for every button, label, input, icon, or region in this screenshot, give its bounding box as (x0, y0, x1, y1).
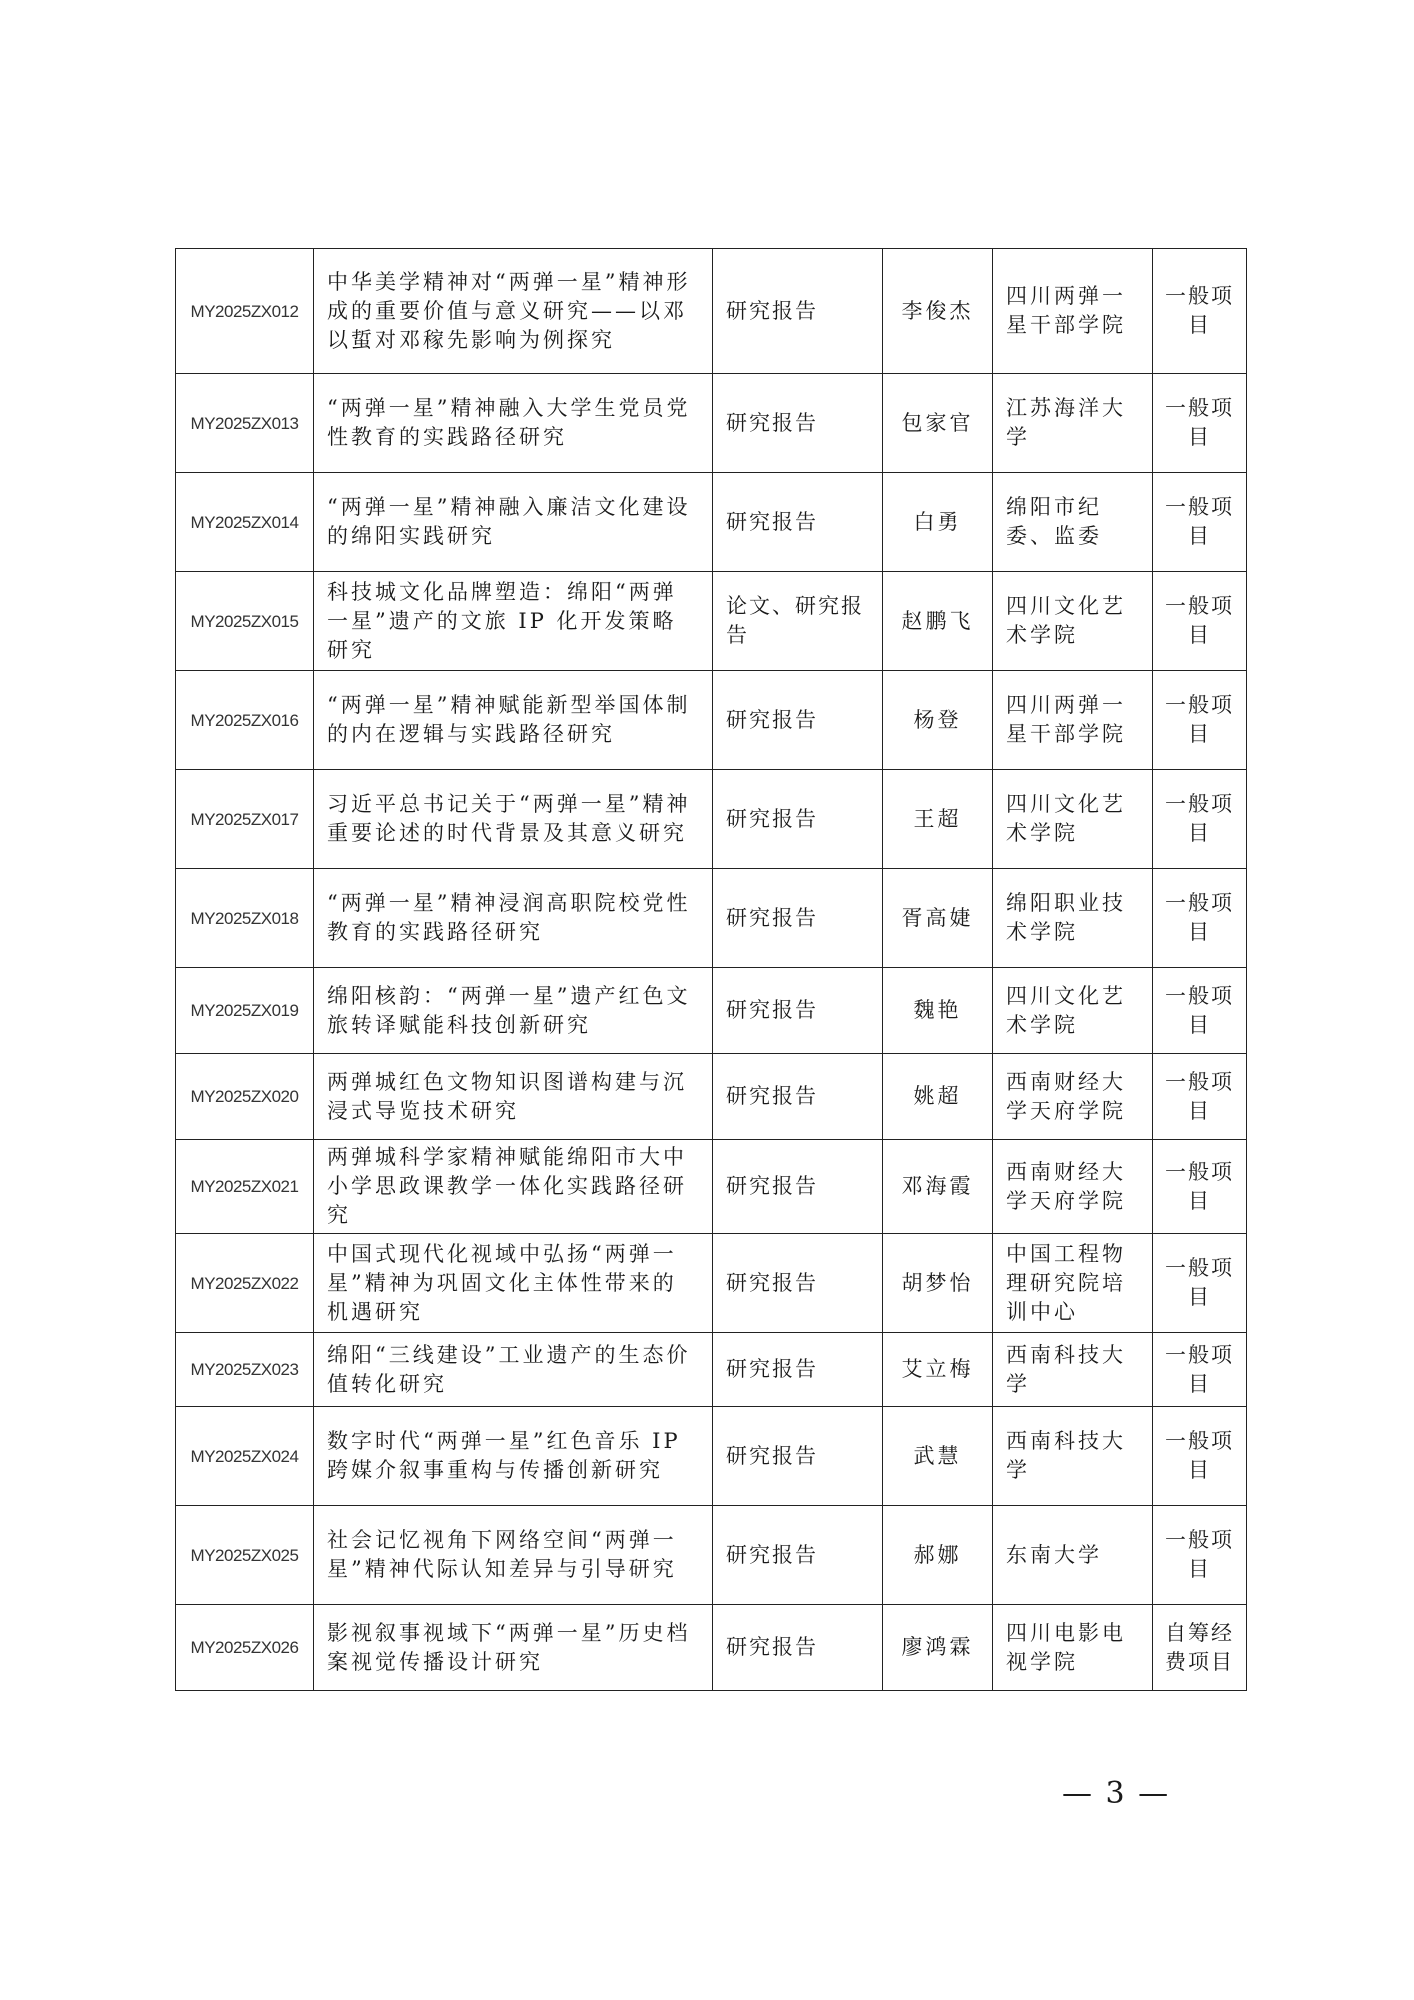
leader-cell: 赵鹏飞 (883, 572, 993, 671)
leader-cell: 杨登 (883, 671, 993, 770)
project-id-cell: MY2025ZX015 (176, 572, 314, 671)
project-title-cell: 绵阳“三线建设”工业遗产的生态价值转化研究 (314, 1333, 713, 1407)
unit-cell: 西南财经大学天府学院 (993, 1140, 1153, 1234)
leader-cell: 邓海霞 (883, 1140, 993, 1234)
table-row (176, 1234, 1247, 1333)
unit-cell: 东南大学 (993, 1506, 1153, 1605)
table-row (176, 869, 1247, 968)
table-row (176, 1506, 1247, 1605)
result-type-cell: 研究报告 (713, 249, 883, 374)
project-title-cell: 中华美学精神对“两弹一星”精神形成的重要价值与意义研究——以邓以蜇对邓稼先影响为例探究 (314, 249, 713, 374)
project-title-cell: 影视叙事视域下“两弹一星”历史档案视觉传播设计研究 (314, 1605, 713, 1691)
leader-cell: 魏艳 (883, 968, 993, 1054)
leader-cell: 包家官 (883, 374, 993, 473)
result-type-cell: 论文、研究报告 (713, 572, 883, 671)
project-id-cell: MY2025ZX025 (176, 1506, 314, 1605)
category-cell: 一般项目 (1153, 1234, 1247, 1333)
project-list-body (176, 249, 1247, 1691)
unit-cell: 绵阳市纪委、监委 (993, 473, 1153, 572)
project-list-table (175, 248, 1247, 1691)
result-type-cell: 研究报告 (713, 1407, 883, 1506)
leader-cell: 艾立梅 (883, 1333, 993, 1407)
category-cell: 一般项目 (1153, 1054, 1247, 1140)
table-row (176, 473, 1247, 572)
leader-cell: 胥高婕 (883, 869, 993, 968)
project-id-cell: MY2025ZX014 (176, 473, 314, 572)
result-type-cell: 研究报告 (713, 1140, 883, 1234)
project-id-cell: MY2025ZX021 (176, 1140, 314, 1234)
table-row (176, 1605, 1247, 1691)
unit-cell: 四川文化艺术学院 (993, 770, 1153, 869)
unit-cell: 四川文化艺术学院 (993, 968, 1153, 1054)
project-id-cell: MY2025ZX016 (176, 671, 314, 770)
table-row (176, 1407, 1247, 1506)
unit-cell: 四川电影电视学院 (993, 1605, 1153, 1691)
project-id-cell: MY2025ZX024 (176, 1407, 314, 1506)
category-cell: 一般项目 (1153, 1333, 1247, 1407)
unit-cell: 西南财经大学天府学院 (993, 1054, 1153, 1140)
project-title-cell: 数字时代“两弹一星”红色音乐 IP 跨媒介叙事重构与传播创新研究 (314, 1407, 713, 1506)
leader-cell: 姚超 (883, 1054, 993, 1140)
page-number: — 3 — (1062, 1776, 1171, 1811)
table-row (176, 770, 1247, 869)
leader-cell: 武慧 (883, 1407, 993, 1506)
project-id-cell: MY2025ZX020 (176, 1054, 314, 1140)
result-type-cell: 研究报告 (713, 968, 883, 1054)
category-cell: 一般项目 (1153, 572, 1247, 671)
category-cell: 一般项目 (1153, 473, 1247, 572)
category-cell: 一般项目 (1153, 869, 1247, 968)
category-cell: 一般项目 (1153, 671, 1247, 770)
leader-cell: 王超 (883, 770, 993, 869)
table-row (176, 249, 1247, 374)
result-type-cell: 研究报告 (713, 869, 883, 968)
project-title-cell: 中国式现代化视域中弘扬“两弹一星”精神为巩固文化主体性带来的机遇研究 (314, 1234, 713, 1333)
project-id-cell: MY2025ZX026 (176, 1605, 314, 1691)
project-title-cell: 两弹城红色文物知识图谱构建与沉浸式导览技术研究 (314, 1054, 713, 1140)
result-type-cell: 研究报告 (713, 473, 883, 572)
table-row (176, 1054, 1247, 1140)
unit-cell: 江苏海洋大学 (993, 374, 1153, 473)
leader-cell: 白勇 (883, 473, 993, 572)
category-cell: 自筹经费项目 (1153, 1605, 1247, 1691)
leader-cell: 李俊杰 (883, 249, 993, 374)
unit-cell: 四川两弹一星干部学院 (993, 249, 1153, 374)
result-type-cell: 研究报告 (713, 1054, 883, 1140)
project-title-cell: “两弹一星”精神赋能新型举国体制的内在逻辑与实践路径研究 (314, 671, 713, 770)
result-type-cell: 研究报告 (713, 1234, 883, 1333)
table-row (176, 374, 1247, 473)
project-title-cell: 绵阳核韵：“两弹一星”遗产红色文旅转译赋能科技创新研究 (314, 968, 713, 1054)
category-cell: 一般项目 (1153, 1407, 1247, 1506)
result-type-cell: 研究报告 (713, 671, 883, 770)
project-id-cell: MY2025ZX012 (176, 249, 314, 374)
unit-cell: 中国工程物理研究院培训中心 (993, 1234, 1153, 1333)
table-row (176, 671, 1247, 770)
category-cell: 一般项目 (1153, 374, 1247, 473)
project-id-cell: MY2025ZX018 (176, 869, 314, 968)
project-id-cell: MY2025ZX013 (176, 374, 314, 473)
category-cell: 一般项目 (1153, 1506, 1247, 1605)
result-type-cell: 研究报告 (713, 1605, 883, 1691)
category-cell: 一般项目 (1153, 249, 1247, 374)
project-title-cell: “两弹一星”精神融入廉洁文化建设的绵阳实践研究 (314, 473, 713, 572)
project-title-cell: 两弹城科学家精神赋能绵阳市大中小学思政课教学一体化实践路径研究 (314, 1140, 713, 1234)
project-id-cell: MY2025ZX017 (176, 770, 314, 869)
table-row (176, 1333, 1247, 1407)
project-title-cell: 习近平总书记关于“两弹一星”精神重要论述的时代背景及其意义研究 (314, 770, 713, 869)
project-title-cell: “两弹一星”精神浸润高职院校党性教育的实践路径研究 (314, 869, 713, 968)
table-row (176, 968, 1247, 1054)
unit-cell: 西南科技大学 (993, 1333, 1153, 1407)
unit-cell: 四川文化艺术学院 (993, 572, 1153, 671)
category-cell: 一般项目 (1153, 968, 1247, 1054)
project-title-cell: 科技城文化品牌塑造：绵阳“两弹一星”遗产的文旅 IP 化开发策略研究 (314, 572, 713, 671)
project-title-cell: “两弹一星”精神融入大学生党员党性教育的实践路径研究 (314, 374, 713, 473)
result-type-cell: 研究报告 (713, 770, 883, 869)
project-id-cell: MY2025ZX022 (176, 1234, 314, 1333)
project-id-cell: MY2025ZX019 (176, 968, 314, 1054)
project-id-cell: MY2025ZX023 (176, 1333, 314, 1407)
result-type-cell: 研究报告 (713, 1506, 883, 1605)
leader-cell: 胡梦怡 (883, 1234, 993, 1333)
unit-cell: 四川两弹一星干部学院 (993, 671, 1153, 770)
table-row (176, 572, 1247, 671)
result-type-cell: 研究报告 (713, 1333, 883, 1407)
result-type-cell: 研究报告 (713, 374, 883, 473)
category-cell: 一般项目 (1153, 770, 1247, 869)
leader-cell: 廖鸿霖 (883, 1605, 993, 1691)
leader-cell: 郝娜 (883, 1506, 993, 1605)
table-row (176, 1140, 1247, 1234)
project-title-cell: 社会记忆视角下网络空间“两弹一星”精神代际认知差异与引导研究 (314, 1506, 713, 1605)
unit-cell: 西南科技大学 (993, 1407, 1153, 1506)
unit-cell: 绵阳职业技术学院 (993, 869, 1153, 968)
category-cell: 一般项目 (1153, 1140, 1247, 1234)
